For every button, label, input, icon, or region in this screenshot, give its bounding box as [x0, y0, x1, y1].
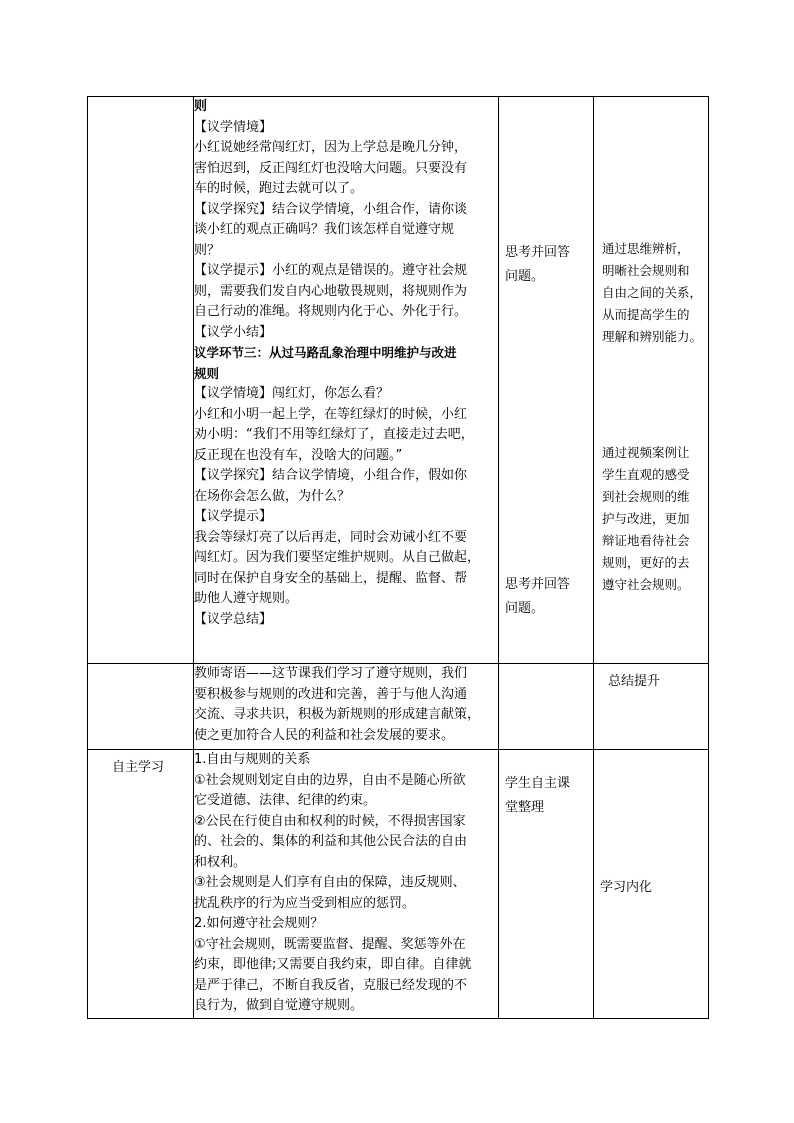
content-line: 教师寄语——这节课我们学习了遵守规则，我们	[194, 666, 468, 681]
content-line: 小红和小明一起上学，在等红绿灯的时候，小红	[194, 406, 468, 422]
content-line: ②公民在行使自由和权利的时候，不得损害国家	[194, 813, 466, 829]
content-line: 则，需要我们发自内心地敬畏规则，将规则作为	[194, 283, 468, 299]
content-line: 自己行动的准绳。将规则内化于心、外化于行。	[194, 304, 468, 319]
content-line: 则	[194, 99, 208, 114]
activity-cell	[499, 750, 594, 1019]
content-line: 【议学情境】	[194, 119, 273, 135]
content-line: ③社会规则是人们享有自由的保障，违反规则、	[194, 875, 466, 890]
content-line: 则？	[194, 242, 221, 258]
activity-cell	[499, 664, 594, 750]
content-line: 劝小明：“我们不用等红绿灯了，直接走过去吧，	[194, 427, 474, 442]
content-line: 反正现在也没有车，没啥大的问题。”	[194, 447, 403, 463]
intent-cell	[594, 664, 709, 750]
content-line: 良行为，做到自觉遵守规则。	[194, 998, 364, 1013]
content-line: 同时在保护自身安全的基础上，提醒、监督、帮	[194, 570, 468, 586]
content-line: 我会等绿灯亮了以后再走，同时会劝诫小红不要	[194, 529, 468, 545]
content-line: 助他人遵守规则。	[194, 591, 299, 606]
intent-cell	[594, 97, 709, 664]
student-activity: 思考并回答 问题。	[505, 245, 571, 284]
stage-cell	[88, 664, 194, 750]
section-heading: 议学环节三：从过马路乱象治理中明维护与改进	[194, 345, 457, 360]
content-line: 交流、寻求共识，积极为新规则的形成建言献策，	[194, 707, 481, 722]
content-line: 【议学小结】	[194, 324, 273, 340]
content-line: 的、社会的、集体的利益和其他公民合法的自由	[194, 834, 468, 849]
content-line: 【议学探究】结合议学情境，小组合作，假如你	[194, 468, 468, 483]
content-cell	[194, 97, 499, 664]
lesson-plan-table	[87, 96, 709, 1019]
table-row	[88, 664, 709, 750]
content-line: ①守社会规则，既需要监督、提醒、奖惩等外在	[194, 936, 466, 952]
content-line: 谈小红的观点正确吗？我们该怎样自觉遵守规	[194, 222, 455, 237]
content-line: 【议学探究】结合议学情境，小组合作，请你谈	[194, 201, 468, 217]
content-line: 2.如何遵守社会规则？	[194, 916, 324, 931]
table-row	[88, 97, 709, 664]
design-intent: 总结提升	[608, 674, 661, 689]
content-line: 【议学总结】	[194, 611, 273, 627]
content-line: 约束，即他律;又需要自我约束，即自律。自律就	[194, 957, 472, 972]
stage-label: 自主学习	[112, 760, 165, 775]
design-intent: 学习内化	[600, 880, 653, 895]
content-line: 在场你会怎么做，为什么？	[194, 488, 351, 504]
content-line: 车的时候，跑过去就可以了。	[194, 181, 364, 196]
content-line: 是严于律己，不断自我反省，克服已经发现的不	[194, 977, 468, 993]
student-activity: 思考并回答 问题。	[505, 577, 571, 616]
stage-cell	[88, 97, 194, 664]
student-activity: 学生自主课 堂整理	[505, 776, 571, 815]
content-line: 要积极参与规则的改进和完善，善于与他人沟通	[194, 686, 468, 702]
content-line: 扰乱秩序的行为应当受到相应的惩罚。	[194, 895, 416, 911]
content-line: 1.自由与规则的关系	[194, 752, 311, 767]
table-row	[88, 750, 709, 1019]
content-cell	[194, 664, 499, 750]
content-line: 它受道德、法律、纪律的约束。	[194, 793, 377, 808]
section-heading: 规则	[194, 365, 220, 381]
content-line: 害怕迟到，反正闯红灯也没啥大问题。只要没有	[194, 160, 468, 176]
stage-cell	[88, 750, 194, 1019]
content-line: 使之更加符合人民的利益和社会发展的要求。	[194, 727, 455, 743]
design-intent: 通过视频案例让 学生直观的感受 到社会规则的维 护与改进，更加 辩证地看待社会 规则，更好的去 遵守社会规则。	[602, 445, 690, 592]
content-cell	[194, 750, 499, 1019]
content-line: 【议学情境】闯红灯，你怎么看？	[194, 386, 390, 401]
content-line: 小红说她经常闯红灯，因为上学总是晚几分钟，	[194, 140, 468, 155]
intent-cell	[594, 750, 709, 1019]
content-line: 【议学提示】	[194, 509, 273, 524]
content-line: 【议学提示】小红的观点是错误的。遵守社会规	[194, 263, 468, 278]
content-line: 和权利。	[194, 854, 247, 870]
content-line: 闯红灯。因为我们要坚定维护规则。从自己做起，	[194, 550, 481, 565]
design-intent: 通过思维辨析， 明晰社会规则和 自由之间的关系， 从而提高学生的 理解和辨别能力。	[602, 241, 703, 344]
activity-cell	[499, 97, 594, 664]
content-line: ①社会规则划定自由的边界，自由不是随心所欲	[194, 772, 466, 788]
